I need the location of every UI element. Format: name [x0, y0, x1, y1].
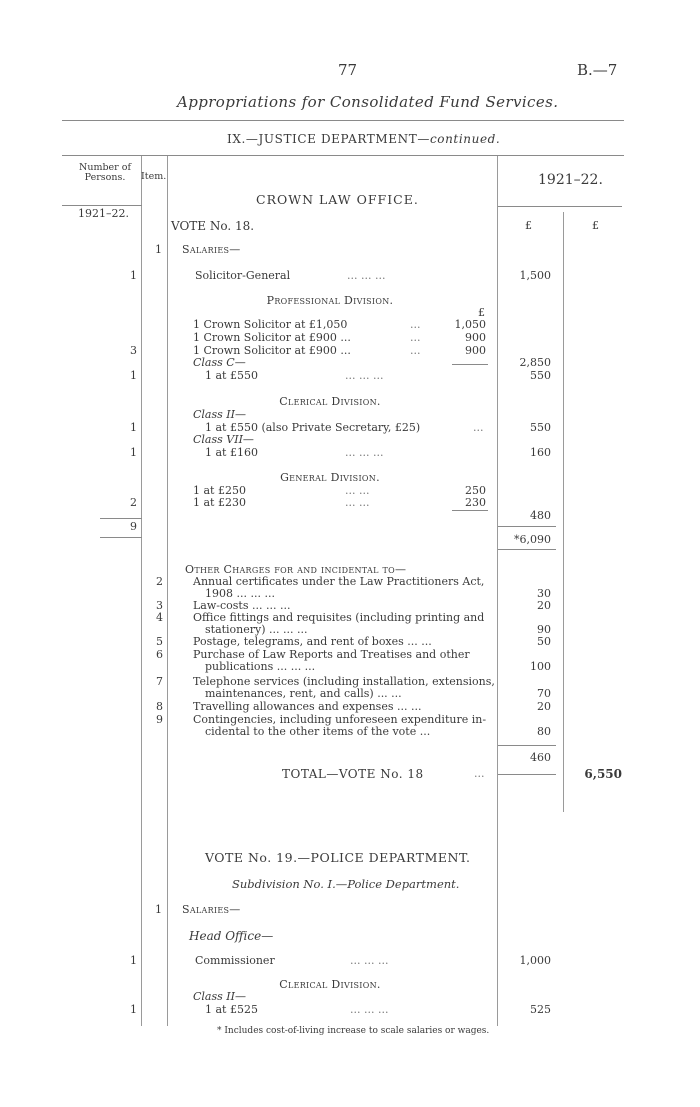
other-item-text: Contingencies, including unforeseen expenditure in- — [193, 713, 487, 726]
general-amount-1: 250 — [465, 484, 486, 497]
crown-solicitor-amount-3: 900 — [465, 344, 486, 357]
persons-total-rule — [100, 518, 142, 519]
other-charges-total: 460 — [530, 751, 551, 764]
table-top-rule — [62, 155, 624, 156]
leader-dots: ... — [410, 331, 421, 344]
vote-19-heading: VOTE No. 19.—POLICE DEPARTMENT. — [205, 850, 471, 865]
crown-solicitor-line-3: 1 Crown Solicitor at £900 ... — [193, 344, 351, 357]
salaries-total-rule-bottom — [498, 549, 556, 550]
other-item-amount: 50 — [537, 635, 551, 648]
other-item-number: 6 — [156, 648, 163, 661]
class-c-persons: 1 — [130, 369, 137, 382]
leader-dots: ... ... ... — [345, 369, 384, 382]
police-salaries-heading: Salaries— — [182, 903, 241, 916]
general-division-heading: General Division. — [280, 471, 380, 484]
other-item-number: 5 — [156, 635, 163, 648]
other-item-amount: 20 — [537, 700, 551, 713]
leader-dots: ... ... — [345, 484, 370, 497]
police-clerical-division-heading: Clerical Division. — [279, 978, 381, 991]
persons-column-header: Number of Persons. — [79, 162, 131, 183]
commissioner-persons: 1 — [130, 954, 137, 967]
amount-column-inner-divider — [563, 212, 564, 812]
general-division-total: 480 — [530, 509, 551, 522]
class-ii-line: 1 at £550 (also Private Secretary, £25) — [205, 421, 421, 434]
leader-dots: ... — [473, 421, 484, 434]
general-persons: 2 — [130, 496, 137, 509]
other-item-number: 7 — [156, 675, 163, 688]
page-number: 77 — [338, 61, 358, 79]
other-item-text: stationery) ... ... ... — [205, 623, 308, 636]
commissioner-label: Commissioner — [195, 954, 275, 967]
class-vii-heading: Class VII— — [193, 433, 254, 446]
salaries-item-number: 1 — [155, 243, 162, 256]
subtotal-rule — [452, 510, 488, 511]
class-vii-line: 1 at £160 — [205, 446, 258, 459]
subtotal-rule — [452, 364, 488, 365]
solicitor-general-label: Solicitor-General — [195, 269, 291, 282]
solicitor-general-persons: 1 — [130, 269, 137, 282]
other-item-text: Purchase of Law Reports and Treatises and other — [193, 648, 470, 661]
solicitor-general-amount: 1,500 — [519, 269, 551, 282]
vote-18-total: 6,550 — [584, 767, 622, 781]
salaries-total: *6,090 — [514, 533, 551, 546]
other-item-amount: 90 — [537, 623, 551, 636]
leader-dots: ... ... — [345, 496, 370, 509]
other-charges-heading: Other Charges for and incidental to— — [185, 563, 407, 576]
other-item-text: 1908 ... ... ... — [205, 587, 275, 600]
other-item-text: Law-costs ... ... ... — [193, 599, 291, 612]
leader-dots: ... — [474, 767, 485, 780]
class-vii-persons: 1 — [130, 446, 137, 459]
year-column-header: 1921–22. — [538, 172, 603, 188]
crown-solicitor-amount-1: 1,050 — [454, 318, 486, 331]
leader-dots: ... ... ... — [350, 1003, 389, 1016]
police-class-ii-amount: 525 — [530, 1003, 551, 1016]
crown-solicitors-persons: 3 — [130, 344, 137, 357]
class-c-line: 1 at £550 — [205, 369, 258, 382]
other-item-text: publications ... ... ... — [205, 660, 316, 673]
vote-total-rule — [498, 774, 556, 775]
page-title: Appropriations for Consolidated Fund Services. — [177, 93, 559, 111]
other-item-amount: 100 — [530, 660, 551, 673]
general-line-2: 1 at £230 — [193, 496, 246, 509]
class-ii-heading: Class II— — [193, 408, 246, 421]
footnote: * Includes cost-of-living increase to scale salaries or wages. — [217, 1026, 490, 1036]
leader-dots: ... ... ... — [350, 954, 389, 967]
other-item-amount: 80 — [537, 725, 551, 738]
class-c-heading: Class C— — [193, 356, 246, 369]
professional-division-total: 2,850 — [519, 356, 551, 369]
leader-dots: ... ... ... — [347, 269, 386, 282]
general-line-1: 1 at £250 — [193, 484, 246, 497]
police-salaries-item-number: 1 — [155, 903, 162, 916]
other-item-amount: 30 — [537, 587, 551, 600]
vote-18-heading: VOTE No. 18. — [171, 219, 255, 233]
amount-column-left-divider — [497, 156, 498, 1026]
general-amount-2: 230 — [465, 496, 486, 509]
other-item-number: 8 — [156, 700, 163, 713]
clerical-division-heading: Clerical Division. — [279, 395, 381, 408]
other-item-text: cidental to the other items of the vote ... — [205, 725, 431, 738]
police-class-ii-line: 1 at £525 — [205, 1003, 258, 1016]
department-heading — [227, 133, 500, 145]
subdivision-heading: Subdivision No. I.—Police Department. — [232, 877, 460, 891]
other-item-number: 9 — [156, 713, 163, 726]
professional-division-heading: Professional Division. — [266, 294, 394, 307]
crown-solicitor-line-1: 1 Crown Solicitor at £1,050 — [193, 318, 348, 331]
other-item-amount: 70 — [537, 687, 551, 700]
head-office-heading: Head Office— — [189, 929, 274, 943]
department-heading-continued: continued. — [429, 132, 501, 146]
professional-pound-symbol: £ — [478, 306, 485, 319]
pound-symbol-column-1: £ — [525, 219, 532, 232]
class-c-amount: 550 — [530, 369, 551, 382]
other-item-text: Telephone services (including installation, extensions, — [193, 675, 495, 688]
other-item-text: Travelling allowances and expenses ... ... — [193, 700, 422, 713]
persons-year-label: 1921–22. — [78, 207, 129, 220]
persons-column-divider — [141, 156, 142, 1026]
police-class-ii-heading: Class II— — [193, 990, 246, 1003]
persons-total-rule-bottom — [100, 537, 142, 538]
other-item-text: Postage, telegrams, and rent of boxes ... ... — [193, 635, 432, 648]
other-item-number: 3 — [156, 599, 163, 612]
other-charges-total-rule — [498, 745, 556, 746]
commissioner-amount: 1,000 — [519, 954, 551, 967]
class-vii-amount: 160 — [530, 446, 551, 459]
other-item-amount: 20 — [537, 599, 551, 612]
class-ii-amount: 550 — [530, 421, 551, 434]
header-rule — [62, 120, 624, 121]
pound-symbol-column-2: £ — [592, 219, 599, 232]
item-column-header: Item. — [141, 171, 167, 182]
leader-dots: ... — [410, 318, 421, 331]
other-item-number: 2 — [156, 575, 163, 588]
leader-dots: ... ... ... — [345, 446, 384, 459]
leader-dots: ... — [410, 344, 421, 357]
police-class-ii-persons: 1 — [130, 1003, 137, 1016]
other-item-number: 4 — [156, 611, 163, 624]
class-ii-persons: 1 — [130, 421, 137, 434]
vote-18-total-label: TOTAL—VOTE No. 18 — [282, 767, 424, 781]
year-header-rule — [498, 206, 622, 207]
crown-solicitor-amount-2: 900 — [465, 331, 486, 344]
other-item-text: Annual certificates under the Law Practitioners Act, — [193, 575, 485, 588]
persons-header-rule — [62, 205, 142, 206]
total-persons: 9 — [130, 520, 137, 533]
office-heading: CROWN LAW OFFICE. — [256, 192, 419, 207]
crown-solicitor-line-2: 1 Crown Solicitor at £900 ... — [193, 331, 351, 344]
salaries-heading: Salaries— — [182, 243, 241, 256]
department-heading-main: IX.—JUSTICE DEPARTMENT— — [227, 132, 430, 146]
other-item-text: Office fittings and requisites (including printing and — [193, 611, 485, 624]
document-reference: B.—7 — [577, 61, 618, 79]
salaries-total-rule — [498, 526, 556, 527]
other-item-text: maintenances, rent, and calls) ... ... — [205, 687, 402, 700]
item-column-divider — [167, 156, 168, 1026]
